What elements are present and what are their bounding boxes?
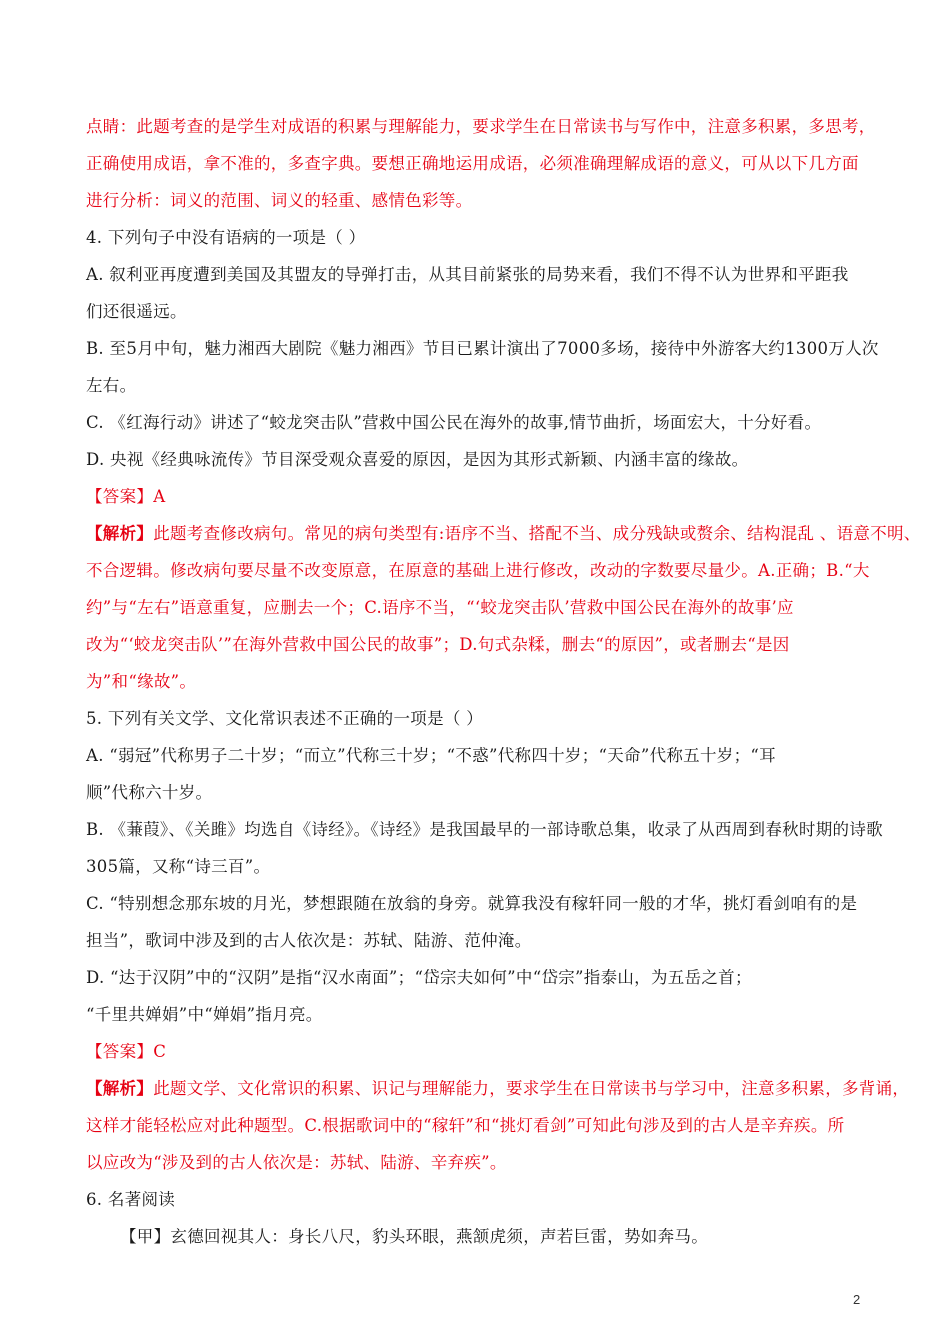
analysis-line: [86, 1070, 910, 1107]
passage-jia: 【甲】玄德回视其人：身长八尺，豹头环眼，燕颔虎须，声若巨雷，势如奔马。: [120, 1227, 708, 1246]
analysis-line: 约”与“左右”语意重复，应删去一个；C.语序不当，“‘蛟龙突击队’营救中国公民在海外的故事’应: [86, 598, 794, 617]
tip-line: 进行分析：词义的范围、词义的轻重、感情色彩等。: [86, 191, 473, 210]
page-content: [86, 108, 921, 1255]
analysis-text: 此题考查修改病句。常见的病句类型有:语序不当、搭配不当、成分残缺或赘余、结构混乱 、语意不明、: [153, 524, 921, 543]
question-4: [86, 219, 921, 700]
analysis-line: 为”和“缘故”。: [86, 672, 197, 691]
question-6: [86, 1181, 876, 1255]
option-d: D. “达于汉阴”中的“汉阴”是指“汉水南面”；“岱宗夫如何”中“岱宗”指泰山，为五岳之首；: [86, 968, 752, 987]
page-number: 2: [853, 1292, 861, 1307]
option-b: B. 《蒹葭》、《关雎》均选自《诗经》。《诗经》是我国最早的一部诗歌总集，收录了从西周到春秋时期的诗歌: [86, 820, 883, 839]
tip-line: 点睛：此题考查的是学生对成语的积累与理解能力，要求学生在日常读书与写作中，注意多积累，多思考，: [86, 117, 876, 136]
option-a: A. 叙利亚再度遭到美国及其盟友的导弹打击，从其目前紧张的局势来看，我们不得不认为世界和平距我: [86, 265, 849, 284]
tip-note: [86, 108, 876, 219]
answer-label: 【答案】C: [86, 1042, 167, 1061]
analysis-line: 不合逻辑。修改病句要尽量不改变原意，在原意的基础上进行修改，改动的字数要尽量少。A.正确；B.“大: [86, 561, 870, 580]
question-stem: 6. 名著阅读: [86, 1190, 176, 1209]
option-a-cont: 们还很遥远。: [86, 302, 187, 321]
analysis-tag: 【解析】: [86, 1079, 154, 1098]
option-b: B. 至5月中旬，魅力湘西大剧院《魅力湘西》节目已累计演出了7000多场，接待中外游客大约1300万人次: [86, 339, 879, 358]
option-c: C. “特别想念那东坡的月光，梦想跟随在放翁的身旁。就算我没有稼轩同一般的才华，挑灯看剑咱有的是: [86, 894, 858, 913]
option-b-cont: 左右。: [86, 376, 137, 395]
option-a: A. “弱冠”代称男子二十岁；“而立”代称三十岁；“不惑”代称四十岁；“天命”代称五十岁；“耳: [86, 746, 776, 765]
analysis-line: 改为“‘蛟龙突击队’”在海外营救中国公民的故事”；D.句式杂糅，删去“的原因”，或者删去“是因: [86, 635, 790, 654]
analysis-line: 以应改为“涉及到的古人依次是：苏轼、陆游、辛弃疾”。: [86, 1153, 507, 1172]
option-d-cont: “千里共婵娟”中“婵娟”指月亮。: [86, 1005, 323, 1024]
analysis-line: 这样才能轻松应对此种题型。C.根据歌词中的“稼轩”和“挑灯看剑”可知此句涉及到的古人是辛弃疾。所: [86, 1116, 845, 1135]
question-5: [86, 700, 910, 1181]
option-b-cont: 305篇，又称“诗三百”。: [86, 857, 271, 876]
option-a-cont: 顺”代称六十岁。: [86, 783, 213, 802]
option-c: C. 《红海行动》讲述了“蛟龙突击队”营救中国公民在海外的故事,情节曲折，场面宏大，十分好看。: [86, 413, 822, 432]
option-c-cont: 担当”，歌词中涉及到的古人依次是：苏轼、陆游、范仲淹。: [86, 931, 532, 950]
tip-line: 正确使用成语，拿不准的，多查字典。要想正确地运用成语，必须准确理解成语的意义，可从以下几方面: [86, 154, 859, 173]
question-stem: 5. 下列有关文学、文化常识表述不正确的一项是（ ）: [86, 709, 484, 728]
answer-label: 【答案】A: [86, 487, 166, 506]
analysis-text: 此题文学、文化常识的积累、识记与理解能力，要求学生在日常读书与学习中，注意多积累，多背诵，: [153, 1079, 910, 1098]
option-d: D. 央视《经典咏流传》节目深受观众喜爱的原因，是因为其形式新颖、内涵丰富的缘故。: [86, 450, 749, 469]
question-stem: 4. 下列句子中没有语病的一项是（ ）: [86, 228, 366, 247]
analysis-line: [86, 515, 921, 552]
analysis-tag: 【解析】: [86, 524, 154, 543]
